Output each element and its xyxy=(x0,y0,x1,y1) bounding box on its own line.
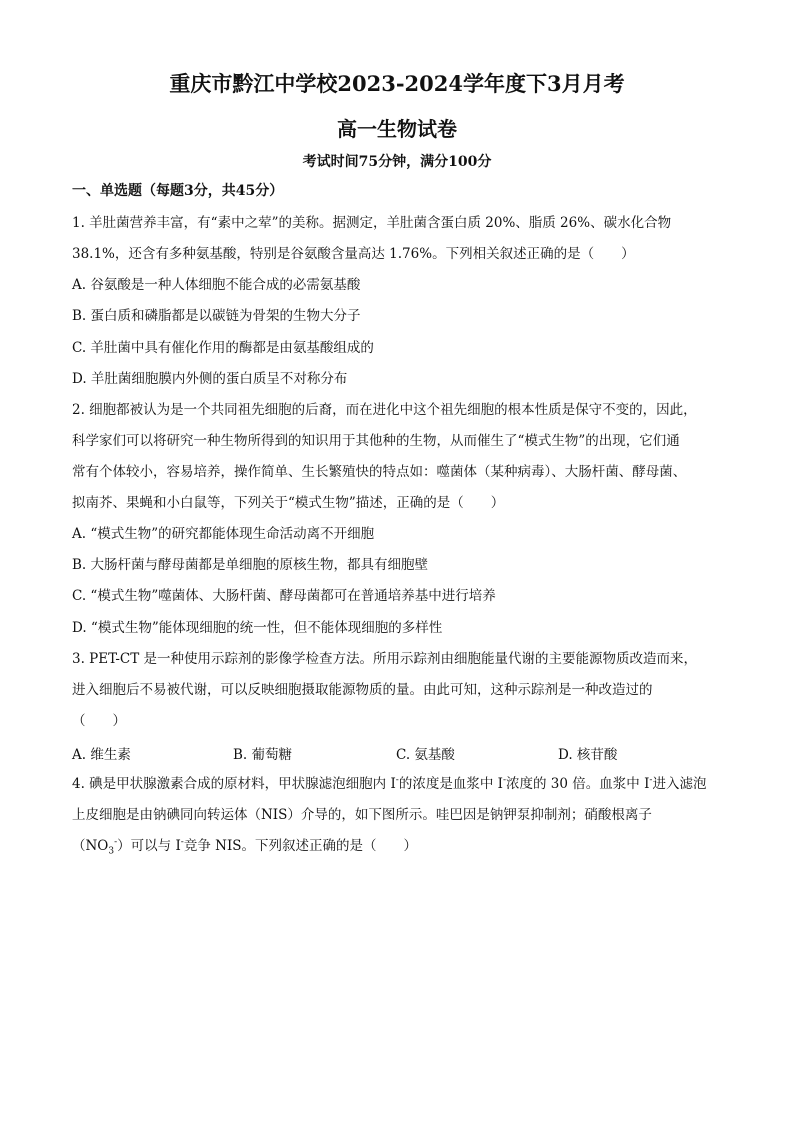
q4-stem-line-2: 上皮细胞是由钠碘同向转运体（NIS）介导的，如下图所示。哇巴因是钠钾泵抑制剂；硝酸根离子 xyxy=(72,807,652,823)
q2-option-a: A. “模式生物”的研究都能体现生命活动离不开细胞 xyxy=(72,526,375,542)
q3-option-b: B. 葡萄糖 xyxy=(233,747,293,763)
q2-stem-line-4: 拟南芥、果蝇和小白鼠等，下列关于“模式生物”描述，正确的是（ ） xyxy=(72,495,505,511)
q2-option-d: D. “模式生物”能体现细胞的统一性，但不能体现细胞的多样性 xyxy=(72,620,443,636)
q1-stem-line-1: 1. 羊肚菌营养丰富，有“素中之荤”的美称。据测定，羊肚菌含蛋白质 20%、脂质 26%、碳水化合物 xyxy=(72,215,672,231)
q1-option-c: C. 羊肚菌中具有催化作用的酶都是由氨基酸组成的 xyxy=(72,340,374,356)
q3-option-c: C. 氨基酸 xyxy=(396,747,455,763)
q2-option-c: C. “模式生物”噬菌体、大肠杆菌、酵母菌都可在普通培养基中进行培养 xyxy=(72,588,496,604)
q2-stem-line-2: 科学家们可以将研究一种生物所得到的知识用于其他种的生物，从而催生了“模式生物”的出现，它们通 xyxy=(72,433,680,449)
q4-text-part: 浓度的 30 倍。血浆中 I xyxy=(506,776,650,792)
q2-stem-line-3: 常有个体较小，容易培养，操作简单、生长繁殖快的特点如：噬菌体（某种病毒）、大肠杆菌、酵母菌、 xyxy=(72,464,687,480)
q1-option-a: A. 谷氨酸是一种人体细胞不能合成的必需氨基酸 xyxy=(72,277,361,293)
q4-text-part: （NO xyxy=(72,838,109,854)
superscript-minus: - xyxy=(180,837,184,848)
q2-option-b: B. 大肠杆菌与酵母菌都是单细胞的原核生物，都具有细胞壁 xyxy=(72,557,429,573)
q1-option-d: D. 羊肚菌细胞膜内外侧的蛋白质呈不对称分布 xyxy=(72,371,348,387)
q4-text-part: ）可以与 I xyxy=(117,838,181,854)
subscript-three: 3 xyxy=(108,846,115,857)
q3-stem-line-2: 进入细胞后不易被代谢，可以反映细胞摄取能源物质的量。由此可知，这种示踪剂是一种改造过的 xyxy=(72,682,653,698)
q3-stem-line-3: （ ） xyxy=(72,713,126,729)
q4-stem-line-3 xyxy=(72,837,417,855)
q3-option-d: D. 核苷酸 xyxy=(558,747,618,763)
q3-stem-line-1: 3. PET-CT 是一种使用示踪剂的影像学检查方法。所用示踪剂由细胞能量代谢的主要能源物质改造而来， xyxy=(72,651,698,667)
q1-option-b: B. 蛋白质和磷脂都是以碳链为骨架的生物大分子 xyxy=(72,308,361,324)
superscript-minus: - xyxy=(649,775,653,786)
q4-text-part: 竞争 NIS。下列叙述正确的是（ ） xyxy=(183,838,418,854)
superscript-minus: - xyxy=(395,775,399,786)
subject-title: 高一生物试卷 xyxy=(337,117,457,141)
section-title: 一、单选题（每题3分，共45分） xyxy=(72,183,284,199)
q2-stem-line-1: 2. 细胞都被认为是一个共同祖先细胞的后裔，而在进化中这个祖先细胞的根本性质是保守不变的，因此， xyxy=(72,402,697,418)
q1-stem-line-2: 38.1%，还含有多种氨基酸，特别是谷氨酸含量高达 1.76%。下列相关叙述正确的是（ ） xyxy=(72,246,635,262)
q4-text-part: 进入滤泡 xyxy=(652,776,707,792)
q4-stem-line-1 xyxy=(72,775,706,793)
superscript-minus: - xyxy=(114,837,118,848)
q4-text-part: 的浓度是血浆中 I xyxy=(398,776,503,792)
school-exam-title: 重庆市黔江中学校2023-2024学年度下3月月考 xyxy=(169,71,625,96)
exam-info: 考试时间75分钟，满分100分 xyxy=(302,154,492,170)
q4-text-part: 4. 碘是甲状腺激素合成的原材料，甲状腺滤泡细胞内 I xyxy=(72,776,396,792)
q3-option-a: A. 维生素 xyxy=(72,747,131,763)
superscript-minus: - xyxy=(502,775,507,786)
q3-options-row xyxy=(72,743,722,761)
